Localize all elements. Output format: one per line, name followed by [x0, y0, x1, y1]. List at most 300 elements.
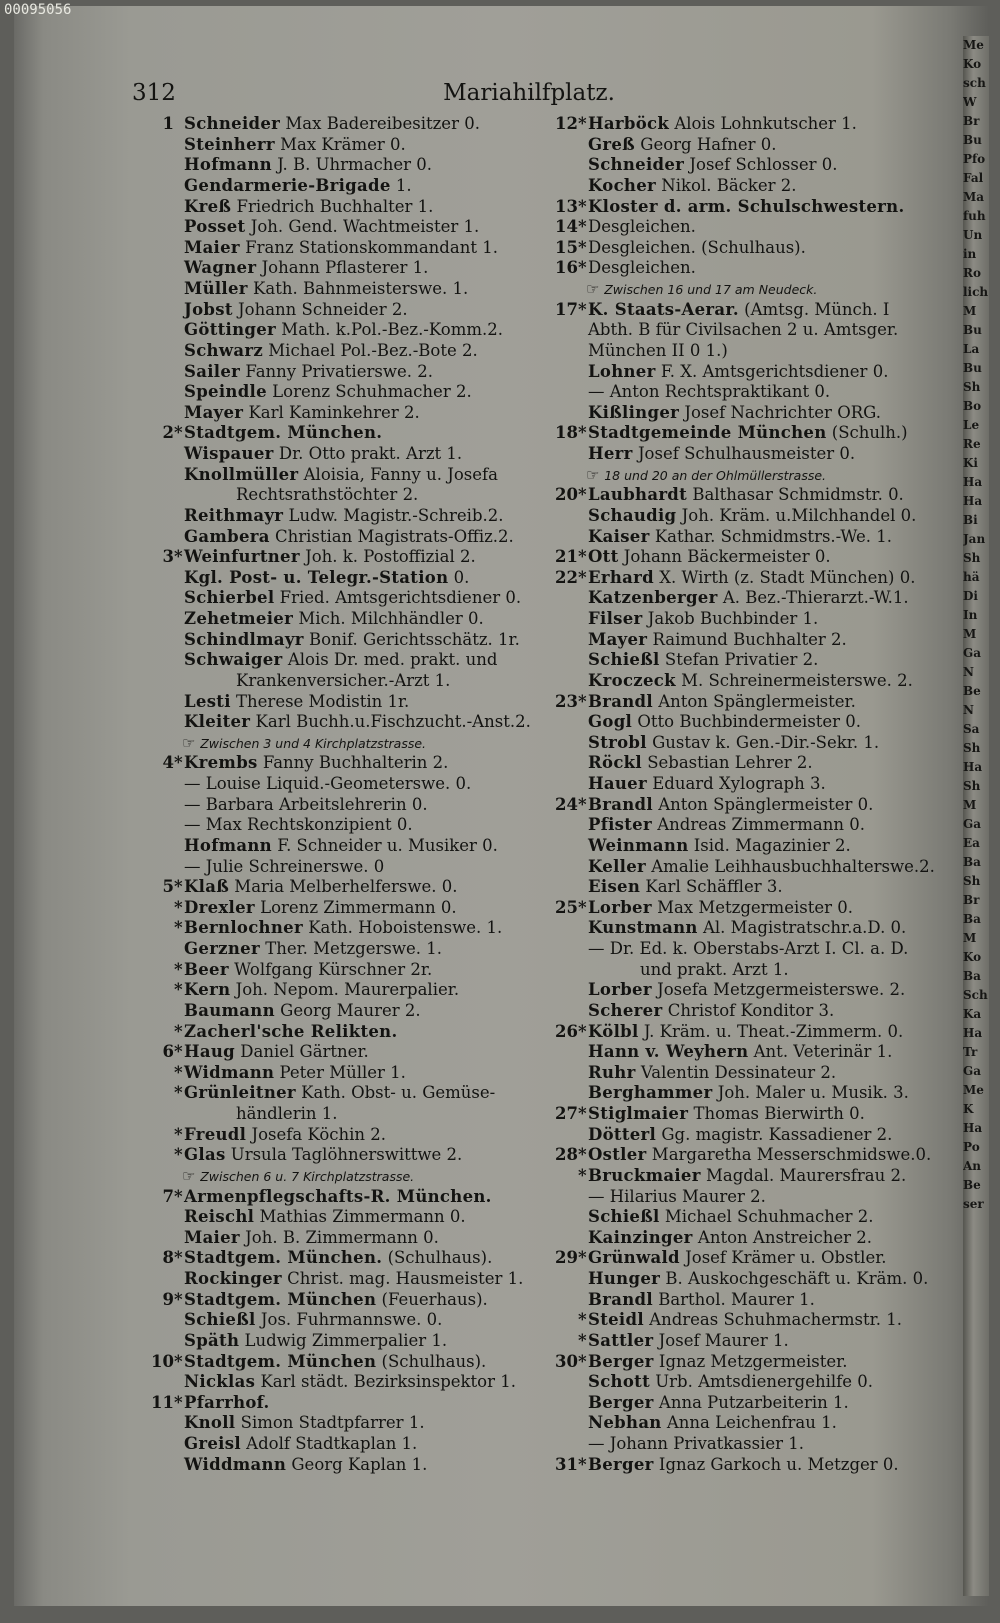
owner-mark: *	[174, 547, 183, 567]
resident-name: Bruckmaier	[588, 1165, 701, 1185]
directory-entry	[542, 795, 938, 816]
next-page-fragment: sch	[963, 76, 986, 90]
directory-entry	[138, 485, 538, 506]
resident-details: Dr. Otto prakt. Arzt 1.	[278, 444, 463, 463]
house-number: 12	[555, 114, 578, 133]
directory-entry	[138, 382, 538, 403]
next-page-fragment: Ha	[963, 494, 983, 508]
next-page-fragment: Sh	[963, 874, 981, 888]
next-page-fragment: Di	[963, 589, 978, 603]
directory-entry	[542, 1269, 938, 1290]
resident-details: M. Schreinermeisterswe. 2.	[681, 670, 913, 690]
resident-name: Laubhardt	[588, 485, 688, 505]
resident-details: Josef Krämer u. Obstler.	[685, 1248, 887, 1268]
resident-name: Pfister	[588, 815, 652, 835]
resident-details: A. Bez.-Thierarzt.-W.1.	[722, 588, 909, 608]
resident-details: händlerin 1.	[236, 1104, 338, 1123]
directory-entry	[138, 1331, 538, 1352]
directory-entry	[542, 918, 938, 939]
house-number: 7	[162, 1186, 174, 1206]
resident-name: Zacherl'sche Relikten.	[184, 1021, 398, 1041]
next-page-fragment: K	[963, 1102, 974, 1116]
resident-details: München II 0 1.)	[588, 340, 728, 360]
pointing-hand-icon: ☞	[182, 733, 201, 752]
house-number: 10	[151, 1351, 174, 1371]
resident-details: Georg Kaplan 1.	[291, 1454, 428, 1474]
resident-details: Johann Schneider 2.	[238, 299, 408, 319]
directory-entry	[138, 1022, 538, 1043]
resident-details: Anton Spänglermeister.	[658, 691, 856, 711]
resident-details: Joh. Nepom. Maurerpalier.	[235, 980, 460, 1000]
resident-details: Michael Pol.-Bez.-Bote 2.	[268, 340, 478, 360]
left-column	[138, 114, 538, 1475]
next-page-fragment: An	[963, 1159, 982, 1173]
directory-entry	[542, 1042, 938, 1063]
resident-name: Ostler	[588, 1145, 647, 1165]
next-page-fragment: Ha	[963, 1121, 983, 1135]
directory-entry	[138, 1434, 538, 1455]
resident-details: und prakt. Arzt 1.	[640, 959, 789, 979]
house-number: 3	[162, 547, 174, 567]
house-number: 9	[162, 1289, 174, 1309]
street-note	[138, 1166, 538, 1187]
next-page-fragment: lich	[963, 285, 989, 299]
directory-entry	[138, 753, 538, 774]
resident-details: Alois Dr. med. prakt. und	[287, 650, 498, 670]
resident-details: Ignaz Garkoch u. Metzger 0.	[658, 1454, 899, 1474]
directory-entry	[542, 568, 938, 589]
resident-name: Kgl. Post- u. Telegr.-Station	[184, 567, 449, 587]
directory-entry	[542, 733, 938, 754]
directory-entry	[542, 506, 938, 527]
resident-details: Mich. Milchhändler 0.	[298, 609, 484, 628]
directory-entry	[138, 815, 538, 836]
resident-details: Lorenz Schuhmacher 2.	[272, 382, 472, 402]
resident-name: Schneider	[588, 155, 685, 175]
directory-entry	[138, 1248, 538, 1269]
house-number: 8	[162, 1248, 174, 1268]
owner-mark: *	[578, 237, 587, 257]
directory-entry	[542, 1001, 938, 1022]
resident-name: Berger	[588, 1392, 654, 1412]
resident-details: Christian Magistrats-Offiz.2.	[275, 526, 514, 546]
directory-entry	[542, 1290, 938, 1311]
resident-name: Knollmüller	[184, 464, 299, 484]
next-page-fragment: Ga	[963, 1064, 982, 1078]
resident-details: Mathias Zimmermann 0.	[259, 1207, 466, 1227]
owner-mark: *	[578, 258, 587, 278]
resident-details: Anna Leichenfrau 1.	[666, 1413, 837, 1433]
next-page-fragment: M	[963, 931, 977, 945]
next-page-fragment: Sh	[963, 551, 981, 565]
directory-entry	[138, 155, 538, 176]
resident-name: Grünleitner	[184, 1083, 296, 1103]
resident-details: Simon Stadtpfarrer 1.	[240, 1413, 425, 1433]
resident-name: Herr	[588, 444, 633, 463]
next-page-fragment: Le	[963, 418, 980, 432]
resident-details: Josef Schlosser 0.	[689, 155, 838, 175]
directory-entry	[542, 362, 938, 383]
directory-entry	[542, 527, 938, 548]
directory-entry	[542, 135, 938, 156]
resident-details: Valentin Dessinateur 2.	[640, 1062, 837, 1082]
resident-name: Kreß	[184, 196, 232, 216]
resident-name: Krembs	[184, 753, 258, 773]
resident-name: Lorber	[588, 980, 652, 1000]
resident-name: Glas	[184, 1145, 226, 1165]
house-number: 17	[555, 299, 578, 319]
directory-entry	[138, 176, 538, 197]
owner-mark: *	[578, 1310, 587, 1330]
directory-entry	[138, 1001, 538, 1022]
next-page-fragment: Ha	[963, 760, 983, 774]
resident-details: Raimund Buchhalter 2.	[652, 629, 847, 649]
owner-mark: *	[578, 485, 587, 505]
directory-entry	[138, 506, 538, 527]
street-note-text: Zwischen 6 u. 7 Kirchplatzstrasse.	[200, 1168, 415, 1184]
directory-entry	[138, 630, 538, 651]
resident-details: Otto Buchbindermeister 0.	[637, 712, 862, 732]
house-number: 13	[555, 196, 578, 216]
resident-details: X. Wirth (z. Stadt München) 0.	[659, 567, 916, 587]
directory-entry	[542, 320, 938, 341]
directory-entry	[138, 857, 538, 878]
pointing-hand-icon: ☞	[586, 465, 605, 484]
directory-entry	[138, 135, 538, 156]
directory-entry	[542, 423, 938, 444]
directory-entry	[138, 774, 538, 795]
directory-entry	[138, 960, 538, 981]
directory-entry	[542, 1145, 938, 1166]
resident-name: Röckl	[588, 753, 642, 773]
directory-entry	[542, 1393, 938, 1414]
resident-name: Mayer	[588, 629, 648, 649]
resident-name: Erhard	[588, 567, 654, 587]
owner-mark: *	[578, 567, 587, 587]
resident-name: Schierbel	[184, 588, 275, 608]
resident-name: Hauer	[588, 774, 647, 793]
house-number: 1	[162, 114, 174, 133]
directory-entry	[138, 341, 538, 362]
resident-name: Schott	[588, 1372, 651, 1392]
resident-name: Späth	[184, 1330, 240, 1350]
resident-name: Gambera	[184, 526, 270, 546]
resident-name: Ott	[588, 547, 619, 567]
next-page-fragment: in	[963, 247, 977, 261]
house-number: 21	[555, 547, 578, 567]
resident-details: (Schulhaus).	[381, 1351, 487, 1371]
directory-entry	[138, 300, 538, 321]
next-page-fragment: Ha	[963, 475, 983, 489]
resident-details: Balthasar Schmidmstr. 0.	[692, 485, 904, 505]
resident-name: Weinfurtner	[184, 547, 300, 567]
owner-mark: *	[578, 217, 587, 237]
owner-mark: *	[174, 1145, 183, 1165]
directory-entry	[138, 1413, 538, 1434]
owner-mark: *	[174, 1186, 183, 1206]
house-number: 20	[555, 485, 578, 505]
directory-entry	[542, 1125, 938, 1146]
owner-mark: *	[578, 691, 587, 711]
directory-entry	[138, 1207, 538, 1228]
next-page-fragment: M	[963, 798, 977, 812]
resident-details: Anton Anstreicher 2.	[697, 1227, 872, 1247]
owner-mark: *	[578, 1104, 587, 1123]
directory-entry	[542, 815, 938, 836]
resident-name: Filser	[588, 609, 643, 628]
next-page-fragment: Ha	[963, 1026, 983, 1040]
resident-name: Baumann	[184, 1000, 275, 1020]
directory-entry	[542, 898, 938, 919]
next-page-fragment: Un	[963, 228, 983, 242]
owner-mark: *	[174, 1042, 183, 1062]
resident-name: Scherer	[588, 1000, 663, 1020]
next-page-fragment: Ba	[963, 912, 981, 926]
house-number: 31	[555, 1454, 578, 1474]
pointing-hand-icon: ☞	[586, 280, 605, 298]
resident-details: Bonif. Gerichtsschätz. 1r.	[309, 629, 520, 649]
resident-details: Jakob Buchbinder 1.	[647, 609, 819, 628]
next-page-fragment: Sch	[963, 988, 988, 1002]
resident-name: Greisl	[184, 1434, 241, 1453]
directory-entry	[542, 692, 938, 713]
resident-details: Peter Müller 1.	[279, 1062, 406, 1082]
resident-details: Magdal. Maurersfrau 2.	[705, 1165, 907, 1185]
resident-name: Hunger	[588, 1269, 661, 1288]
directory-entry	[138, 588, 538, 609]
resident-details: — Barbara Arbeitslehrerin 0.	[184, 794, 428, 814]
resident-name: Speindle	[184, 382, 267, 402]
resident-details: Kath. Hoboistenswe. 1.	[308, 918, 503, 938]
resident-details: Georg Maurer 2.	[280, 1000, 421, 1020]
resident-details: Ursula Taglöhnerswittwe 2.	[230, 1145, 463, 1165]
directory-entry	[542, 588, 938, 609]
next-page-fragment: Me	[963, 1083, 984, 1097]
resident-details: F. Schneider u. Musiker 0.	[277, 835, 498, 855]
resident-details: Max Metzgermeister 0.	[657, 897, 853, 917]
owner-mark: *	[578, 897, 587, 917]
resident-details: J. B. Uhrmacher 0.	[277, 155, 433, 175]
resident-name: Stadtgem. München	[184, 1289, 377, 1309]
resident-name: Armenpflegschafts-R. München.	[184, 1186, 492, 1206]
next-page-fragment: Sh	[963, 779, 981, 793]
next-page-fragment: Ko	[963, 57, 982, 71]
owner-mark: *	[578, 299, 587, 319]
resident-details: Max Krämer 0.	[280, 134, 406, 154]
resident-details: Anna Putzarbeiterin 1.	[658, 1392, 849, 1412]
next-page-fragment: Be	[963, 1178, 981, 1192]
resident-name: Gogl	[588, 712, 633, 732]
directory-entry	[542, 547, 938, 568]
resident-name: Kroczeck	[588, 670, 676, 690]
resident-details: Ther. Metzgerswe. 1.	[265, 939, 442, 958]
directory-entry	[542, 753, 938, 774]
resident-details: Jos. Fuhrmannswe. 0.	[260, 1310, 443, 1330]
owner-mark: *	[578, 1454, 587, 1474]
directory-entry	[542, 176, 938, 197]
resident-details: Karl Kaminkehrer 2.	[248, 402, 420, 422]
owner-mark: *	[174, 1124, 183, 1144]
resident-details: Al. Magistratschr.a.D. 0.	[702, 918, 907, 938]
directory-entry	[542, 114, 938, 135]
resident-name: Reithmayr	[184, 505, 284, 525]
resident-name: Steidl	[588, 1310, 644, 1330]
resident-details: Josef Maurer 1.	[658, 1330, 789, 1350]
resident-name: Greß	[588, 134, 636, 154]
book-page	[4, 2, 989, 1606]
resident-name: Weinmann	[588, 835, 689, 855]
house-number: 26	[555, 1021, 578, 1041]
resident-details: Johann Bäckermeister 0.	[623, 547, 831, 567]
owner-mark: *	[578, 1165, 587, 1185]
resident-details: Joh. Maler u. Musik. 3.	[717, 1083, 909, 1103]
street-note	[542, 465, 938, 486]
resident-name: Reischl	[184, 1207, 255, 1227]
next-page-fragment: Re	[963, 437, 981, 451]
resident-details: Michael Schuhmacher 2.	[664, 1207, 874, 1227]
next-page-fragment: Tr	[963, 1045, 978, 1059]
next-page-fragment: hä	[963, 570, 980, 584]
house-number: 5	[162, 877, 174, 897]
house-number: 6	[162, 1042, 174, 1062]
directory-entry	[542, 939, 938, 960]
directory-entry	[542, 1352, 938, 1373]
resident-details: Joh. Gend. Wachtmeister 1.	[250, 217, 480, 237]
resident-name: Brandl	[588, 691, 653, 711]
resident-details: Desgleichen. (Schulhaus).	[588, 237, 806, 257]
next-page-fragment: Ko	[963, 950, 982, 964]
next-page-fragment: Ba	[963, 855, 981, 869]
resident-name: Kainzinger	[588, 1227, 693, 1247]
house-number: 23	[555, 691, 578, 711]
next-page-edge	[963, 36, 989, 1596]
resident-details: Andreas Zimmermann 0.	[657, 815, 865, 835]
resident-name: Kölbl	[588, 1021, 639, 1041]
resident-name: Lohner	[588, 361, 656, 381]
next-page-fragment: M	[963, 627, 977, 641]
directory-entry	[542, 1166, 938, 1187]
owner-mark: *	[174, 1248, 183, 1268]
resident-details: Fanny Privatierswe. 2.	[245, 361, 433, 381]
directory-entry	[138, 1083, 538, 1104]
directory-entry	[542, 609, 938, 630]
owner-mark: *	[578, 1021, 587, 1041]
next-page-fragment: Fal	[963, 171, 984, 185]
street-note	[542, 279, 938, 300]
resident-name: Hofmann	[184, 155, 272, 175]
resident-details: 0.	[453, 567, 470, 587]
directory-entry	[138, 423, 538, 444]
resident-name: Rockinger	[184, 1269, 282, 1288]
resident-name: Stadtgem. München.	[184, 1248, 383, 1268]
directory-entry	[542, 217, 938, 238]
resident-details: Math. k.Pol.-Bez.-Komm.2.	[281, 320, 503, 340]
owner-mark: *	[578, 196, 587, 216]
resident-details: 1.	[395, 175, 412, 195]
next-page-fragment: Br	[963, 114, 980, 128]
resident-details: Karl Schäffler 3.	[645, 877, 783, 897]
directory-entry	[138, 238, 538, 259]
resident-details: Josefa Metzgermeisterswe. 2.	[657, 980, 906, 1000]
directory-entry	[542, 1104, 938, 1125]
resident-details: Daniel Gärtner.	[240, 1042, 369, 1062]
resident-details: Kathar. Schmidmstrs.-We. 1.	[654, 526, 892, 546]
directory-entry	[138, 279, 538, 300]
resident-details: Joh. B. Zimmermann 0.	[245, 1227, 439, 1247]
directory-entry	[542, 1455, 938, 1476]
directory-entry	[138, 1372, 538, 1393]
resident-details: J. Kräm. u. Theat.-Zimmerm. 0.	[643, 1021, 904, 1041]
directory-entry	[138, 898, 538, 919]
directory-entry	[542, 197, 938, 218]
resident-name: Schießl	[184, 1310, 256, 1330]
resident-name: Hofmann	[184, 835, 272, 855]
resident-details: Barthol. Maurer 1.	[658, 1289, 815, 1309]
house-number: 27	[555, 1104, 578, 1123]
resident-name: Wagner	[184, 258, 257, 278]
resident-name: Haug	[184, 1042, 236, 1062]
resident-details: Andreas Schuhmachermstr. 1.	[649, 1310, 902, 1330]
next-page-fragment: Ea	[963, 836, 980, 850]
resident-details: Kath. Obst- u. Gemüse-	[301, 1083, 496, 1103]
resident-name: Lesti	[184, 691, 231, 711]
directory-entry	[138, 836, 538, 857]
resident-name: Pfarrhof.	[184, 1392, 270, 1412]
owner-mark: *	[174, 897, 183, 917]
house-number: 28	[555, 1145, 578, 1165]
resident-details: Kath. Bahnmeisterswe. 1.	[253, 279, 469, 298]
resident-name: Posset	[184, 217, 246, 237]
resident-details: B. Auskochgeschäft u. Kräm. 0.	[665, 1269, 929, 1288]
next-page-fragment: Br	[963, 893, 980, 907]
resident-name: Maier	[184, 1227, 240, 1247]
resident-details: Therese Modistin 1r.	[236, 691, 410, 711]
directory-entry	[138, 1393, 538, 1414]
directory-entry	[138, 1042, 538, 1063]
resident-details: Eduard Xylograph 3.	[652, 774, 826, 793]
directory-entry	[138, 444, 538, 465]
street-note-text: 18 und 20 an der Ohlmüllerstrasse.	[604, 467, 827, 483]
owner-mark: *	[174, 1351, 183, 1371]
directory-entry	[138, 877, 538, 898]
directory-entry	[138, 217, 538, 238]
directory-entry	[542, 1207, 938, 1228]
directory-entry	[138, 795, 538, 816]
next-page-fragment: In	[963, 608, 978, 622]
scan-id-label: 00095056	[4, 2, 72, 18]
next-page-fragment: Po	[963, 1140, 980, 1154]
resident-details: — Max Rechtskonzipient 0.	[184, 815, 413, 835]
directory-entry	[542, 671, 938, 692]
directory-entry	[138, 403, 538, 424]
directory-entry	[542, 712, 938, 733]
directory-entry	[542, 1063, 938, 1084]
resident-name: Brandl	[588, 794, 653, 814]
resident-details: Gustav k. Gen.-Dir.-Sekr. 1.	[652, 732, 880, 752]
resident-details: Ant. Veterinär 1.	[753, 1042, 893, 1062]
house-number: 24	[555, 794, 578, 814]
resident-name: Knoll	[184, 1413, 236, 1433]
house-number: 25	[555, 897, 578, 917]
directory-entry	[138, 568, 538, 589]
resident-details: Josef Schulhausmeister 0.	[637, 444, 856, 463]
resident-name: Nebhan	[588, 1413, 662, 1433]
resident-name: Maier	[184, 237, 240, 257]
resident-details: Christof Konditor 3.	[667, 1000, 835, 1020]
resident-name: Dötterl	[588, 1124, 657, 1144]
resident-name: Zehetmeier	[184, 609, 294, 628]
resident-details: Franz Stationskommandant 1.	[245, 237, 498, 257]
